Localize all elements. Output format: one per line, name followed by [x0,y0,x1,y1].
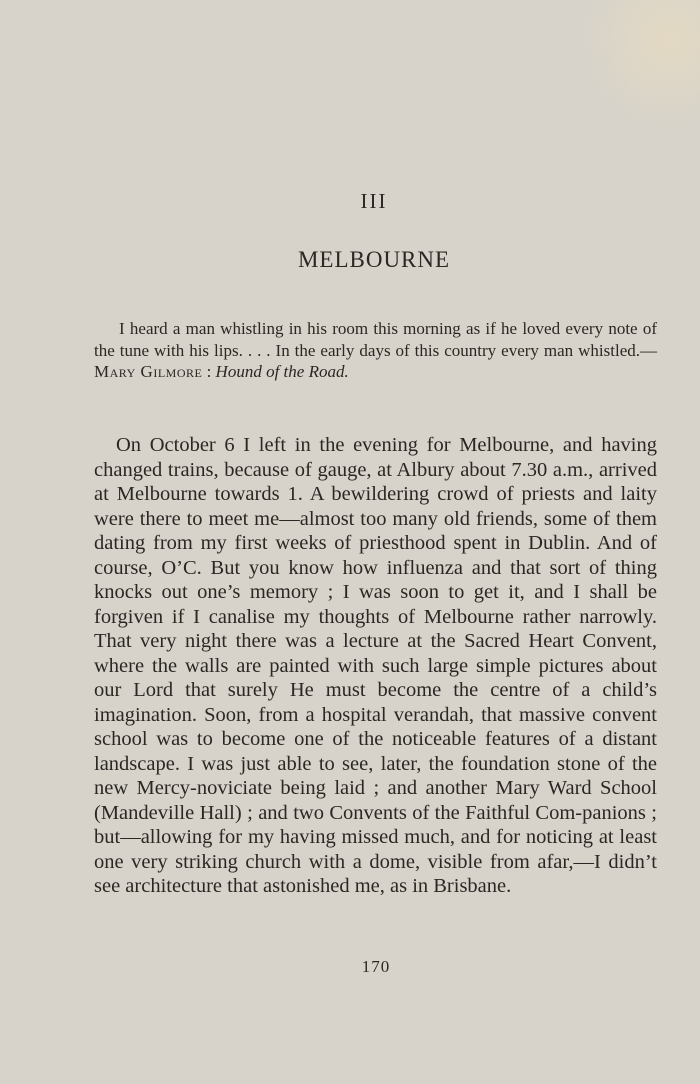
body-paragraph: On October 6 I left in the evening for Melbourne, and having changed trains, because of gauge, at Albury about 7.30 a.m., arrived at Melbourne towards 1. A bewildering crowd of priests and laity were there to meet me—almost too many old friends, some of them dating from my first weeks of priesthood spent in Dublin. And of course, O’C. But you know how influenza and that sort of thing knocks out one’s memory ; I was soon to get it, and I shall be forgiven if I canalise my thoughts of Melbourne rather narrowly. That very night there was a lecture at the Sacred Heart Convent, where the walls are painted with such large simple pictures about our Lord that surely He must become the centre of a child’s imagination. Soon, from a hospital verandah, that massive convent school was to become one of the noticeable features of a distant landscape. I was just able to see, later, the foundation stone of the new Mercy-noviciate being laid ; and another Mary Ward School (Mandeville Hall) ; and two Convents of the Faithful Com-panions ; but—allowing for my having missed much, and for noticing at least one very striking church with a dome, visible from afar,—I didn’t see architecture that astonished me, as in Brisbane. [94,434,657,897]
epigraph-quote: I heard a man whistling in his room this morning as if he loved every note of the tune with his lips. . . . In the early days of this country every man whistled.— [94,319,657,360]
chapter-number: III [360,189,388,213]
epigraph [94,318,657,383]
epigraph-author: Mary Gilmore [94,362,203,381]
page-number: 170 [361,957,391,976]
epigraph-separator: : [202,362,216,381]
chapter-title: MELBOURNE [297,247,451,272]
epigraph-work-title: Hound of the Road. [215,362,349,381]
